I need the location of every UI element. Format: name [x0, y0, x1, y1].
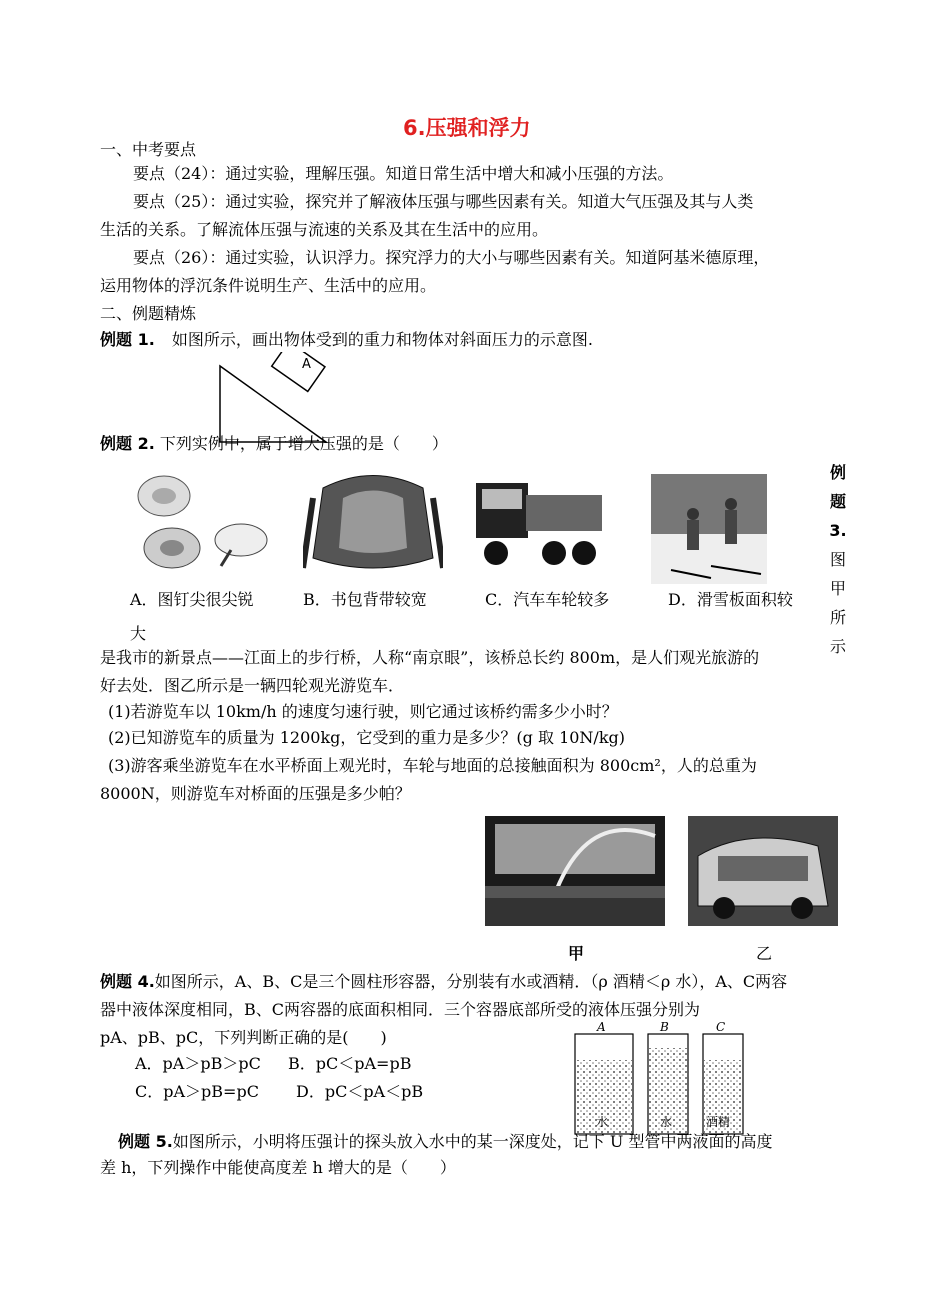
example-3-q3-line1: (3)游客乘坐游览车在水平桥面上观光时，车轮与地面的总接触面积为 800cm²，人的总重为	[108, 756, 757, 775]
thumbtack-image	[126, 470, 276, 570]
block-rect	[272, 352, 325, 391]
point-25-line2: 生活的关系。了解流体压强与流速的关系及其在生活中的应用。	[100, 220, 549, 239]
ex2-option-a: A．图钉尖很尖锐	[130, 590, 254, 609]
example-3-line1: 是我市的新景点——江面上的步行桥，人称“南京眼”，该桥总长约 800m，是人们观光旅游的	[100, 648, 760, 667]
container-b-label: B	[660, 1022, 669, 1034]
example-4-option-c: C．pA＞pB=pC	[135, 1082, 259, 1101]
truck-image	[466, 473, 606, 573]
container-b-liquid-label: 水	[660, 1115, 673, 1129]
section-heading-1: 一、中考要点	[100, 140, 197, 159]
container-c-liquid-label: 酒精	[706, 1115, 731, 1129]
example-1-text: 如图所示，画出物体受到的重力和物体对斜面压力的示意图.	[171, 330, 593, 349]
tour-car-photo	[688, 816, 838, 926]
point-26-line2: 运用物体的浮沉条件说明生产、生活中的应用。	[100, 276, 437, 295]
example-4-line2: 器中液体深度相同，B、C两容器的底面积相同．三个容器底部所受的液体压强分别为	[100, 1000, 701, 1019]
example-3-line2: 好去处．图乙所示是一辆四轮观光游览车．	[100, 676, 405, 695]
example-5-line2: 差 h，下列操作中能使高度差 h 增大的是（ ）	[100, 1158, 456, 1177]
ex2-option-b: B．书包背带较宽	[303, 590, 427, 609]
page-title: 6.压强和浮力	[403, 116, 531, 140]
example-1	[100, 326, 593, 354]
example-2-text: 下列实例中，属于增大压强的是（ ）	[159, 434, 448, 453]
example-4-line3: pA、pB、pC，下列判断正确的是( )	[100, 1028, 387, 1047]
example-3-vertical-label: 例 题 3. 图 甲 所 示	[829, 463, 847, 656]
photo-caption-jia: 甲	[568, 944, 585, 963]
ex2-option-c: C．汽车车轮较多	[485, 590, 610, 609]
point-25-line1: 要点（25）：通过实验，探究并了解液体压强与哪些因素有关。知道大气压强及其与人类	[133, 192, 754, 211]
photo-caption-yi: 乙	[756, 944, 773, 963]
backpack-image	[303, 468, 443, 578]
example-4-option-d: D．pC＜pA＜pB	[296, 1082, 424, 1101]
example-4-option-b: B．pC＜pA=pB	[288, 1054, 412, 1073]
block-label: A	[302, 357, 311, 372]
skiers-image	[651, 474, 767, 584]
example-4-option-a: A．pA＞pB＞pC	[135, 1054, 261, 1073]
container-a-liquid-label: 水	[596, 1115, 609, 1129]
example-2	[100, 430, 448, 458]
example-4-line1	[100, 968, 787, 996]
containers-diagram	[570, 1022, 750, 1142]
point-24: 要点（24）：通过实验，理解压强。知道日常生活中增大和减小压强的方法。	[133, 164, 674, 183]
example-3-q1: (1)若游览车以 10km/h 的速度匀速行驶，则它通过该桥约需多少小时？	[108, 702, 618, 721]
container-a-label: A	[597, 1022, 606, 1034]
example-2-label: 例题 2.	[100, 434, 155, 453]
ex2-option-d-tail: 大	[130, 624, 147, 643]
example-5-text-1: 如图所示，小明将压强计的探头放入水中的某一深度处，记下 U 型管中两液面的高度	[172, 1132, 773, 1151]
section-heading-2: 二、例题精炼	[100, 304, 197, 323]
ex2-option-d: D．滑雪板面积较	[668, 590, 793, 609]
example-5-line1	[118, 1128, 772, 1156]
example-3-q2: (2)已知游览车的质量为 1200kg，它受到的重力是多少？(g 取 10N/kg)	[108, 728, 625, 747]
example-5-label: 例题 5.	[118, 1132, 173, 1151]
bridge-photo	[485, 816, 665, 926]
example-3-q3-line2: 8000N，则游览车对桥面的压强是多少帕？	[100, 784, 411, 803]
container-c-label: C	[716, 1022, 726, 1034]
example-1-label: 例题 1.	[100, 330, 155, 349]
point-26-line1: 要点（26）：通过实验，认识浮力。探究浮力的大小与哪些因素有关。知道阿基米德原理，	[133, 248, 770, 267]
example-4-label: 例题 4.	[100, 972, 155, 991]
example-4-text-1: 如图所示，A、B、C是三个圆柱形容器，分别装有水或酒精．（ρ 酒精＜ρ 水），A、C两容	[154, 972, 788, 991]
